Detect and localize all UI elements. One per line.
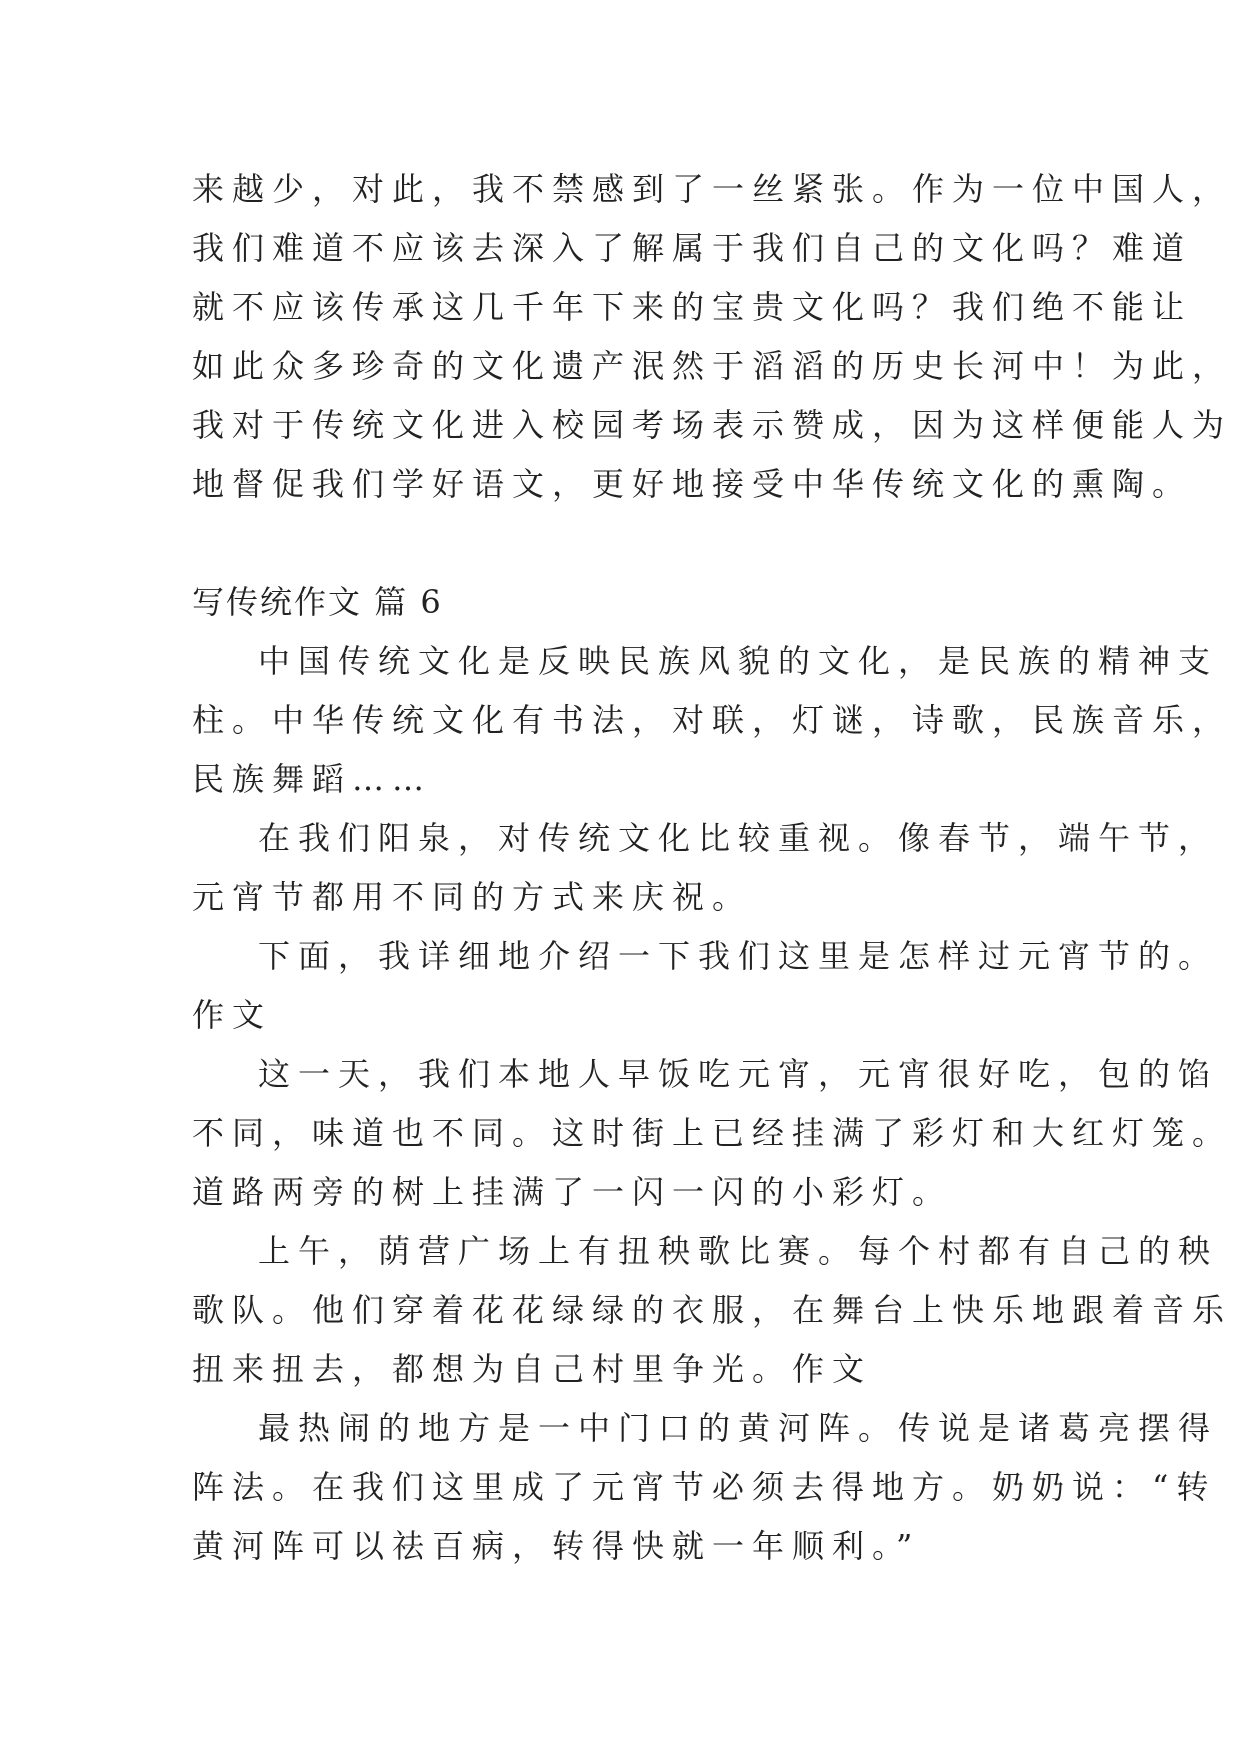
paragraph-line: 如此众多珍奇的文化遗产泯然于滔滔的历史长河中！为此， <box>192 347 1233 385</box>
paragraph-line: 阵法。在我们这里成了元宵节必须去得地方。奶奶说：“转 <box>192 1468 1217 1506</box>
paragraph-line: 道路两旁的树上挂满了一闪一闪的小彩灯。 <box>192 1173 953 1211</box>
paragraph-line: 柱。中华传统文化有书法，对联，灯谜，诗歌，民族音乐， <box>192 701 1233 739</box>
paragraph-line: 就不应该传承这几千年下来的宝贵文化吗？我们绝不能让 <box>192 288 1193 326</box>
paragraph-line: 地督促我们学好语文，更好地接受中华传统文化的熏陶。 <box>192 465 1193 503</box>
paragraph-line: 我对于传统文化进入校园考场表示赞成，因为这样便能人为 <box>192 406 1233 444</box>
paragraph-line: 歌队。他们穿着花花绿绿的衣服，在舞台上快乐地跟着音乐 <box>192 1291 1233 1329</box>
paragraph-line: 扭来扭去，都想为自己村里争光。作文 <box>192 1350 873 1388</box>
paragraph-line: 黄河阵可以祛百病，转得快就一年顺利。” <box>192 1527 921 1565</box>
section-heading: 写传统作文 篇 6 <box>192 583 443 621</box>
paragraph-line: 不同，味道也不同。这时街上已经挂满了彩灯和大红灯笼。 <box>192 1114 1233 1152</box>
paragraph-line: 作文 <box>192 996 273 1034</box>
paragraph-line: 来越少，对此，我不禁感到了一丝紧张。作为一位中国人， <box>192 170 1233 208</box>
paragraph-line: 最热闹的地方是一中门口的黄河阵。传说是诸葛亮摆得 <box>258 1409 1219 1447</box>
paragraph-line: 中国传统文化是反映民族风貌的文化，是民族的精神支 <box>258 642 1219 680</box>
section-gap <box>192 514 1072 573</box>
paragraph-line: 在我们阳泉，对传统文化比较重视。像春节，端午节， <box>258 819 1219 857</box>
paragraph-line: 这一天，我们本地人早饭吃元宵，元宵很好吃，包的馅 <box>258 1055 1219 1093</box>
document-body <box>192 160 1233 1576</box>
paragraph-line: 上午，荫营广场上有扭秧歌比赛。每个村都有自己的秧 <box>258 1232 1219 1270</box>
paragraph-line: 下面，我详细地介绍一下我们这里是怎样过元宵节的。 <box>258 937 1219 975</box>
paragraph-line: 元宵节都用不同的方式来庆祝。 <box>192 878 753 916</box>
paragraph-line: 民族舞蹈…… <box>192 760 433 798</box>
paragraph-line: 我们难道不应该去深入了解属于我们自己的文化吗？难道 <box>192 229 1193 267</box>
